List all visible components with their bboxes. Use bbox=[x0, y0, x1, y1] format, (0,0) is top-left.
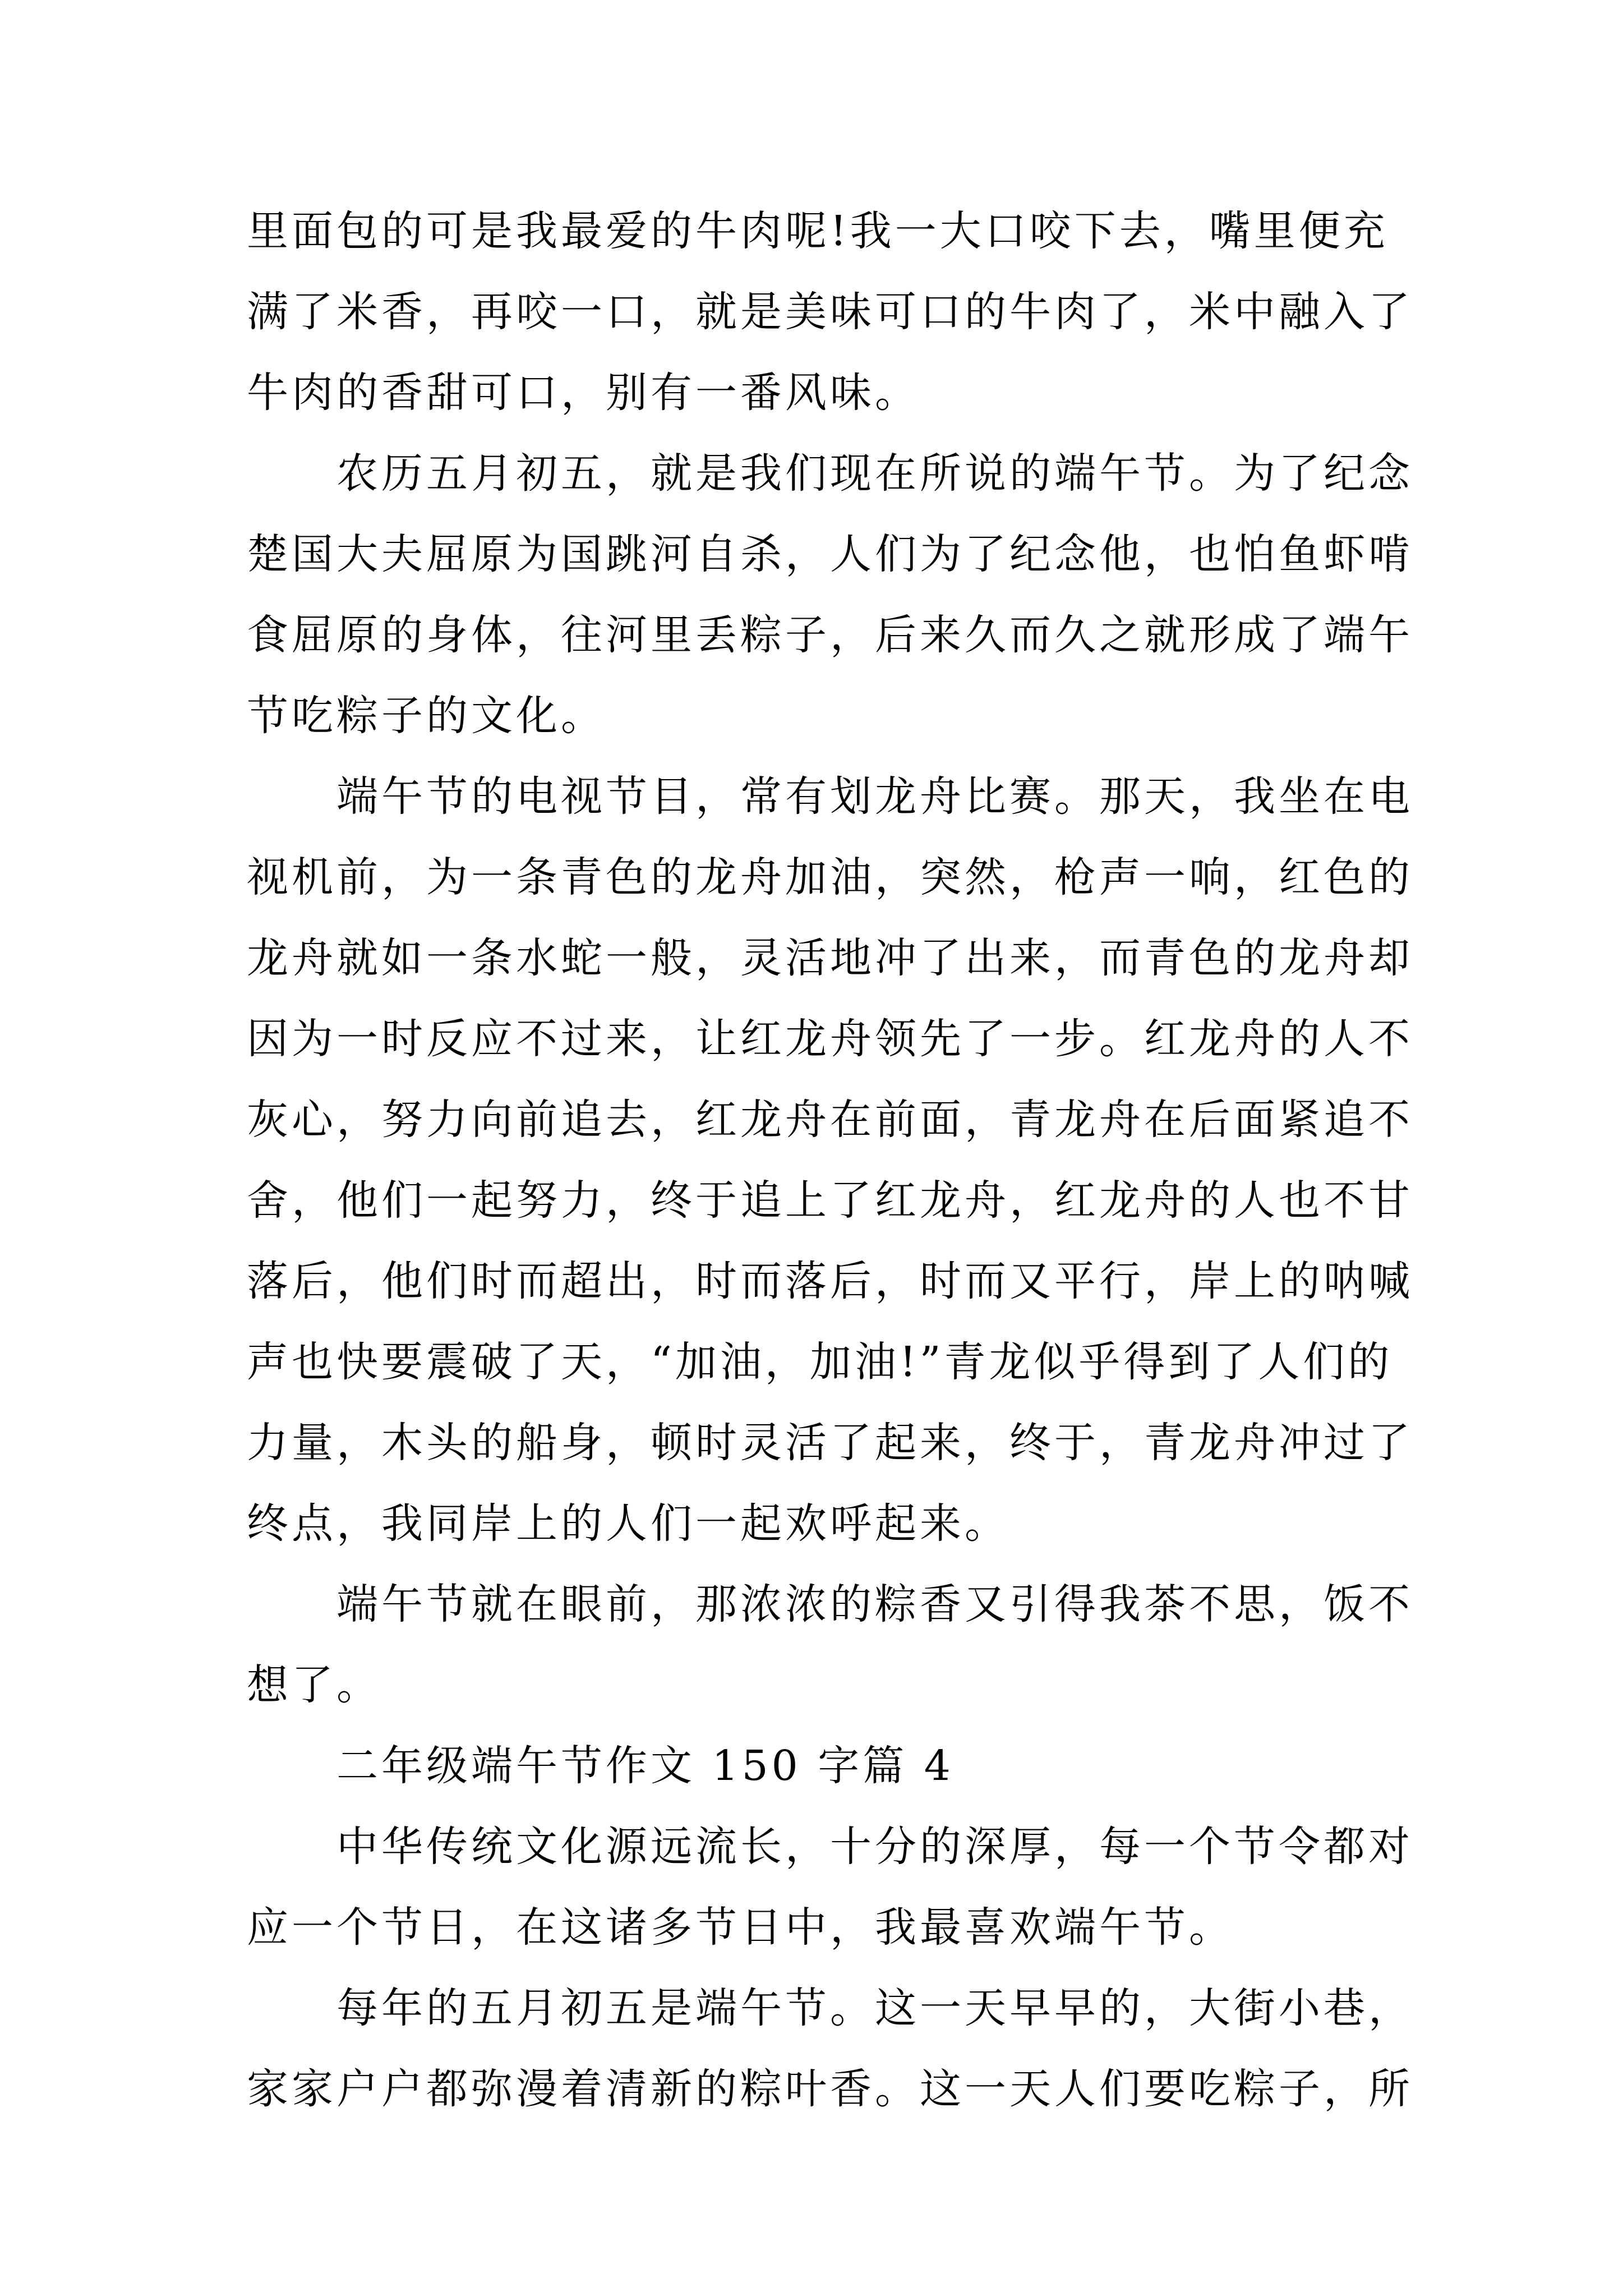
document-body bbox=[247, 191, 1413, 2129]
text-line: 落后，他们时而超出，时而落后，时而又平行，岸上的呐喊 bbox=[247, 1257, 1413, 1305]
text-line: 节吃粽子的文化。 bbox=[247, 692, 606, 740]
paragraph-first-line: 端午节的电视节目，常有划龙舟比赛。那天，我坐在电 bbox=[336, 772, 1413, 821]
text-line: 终点，我同岸上的人们一起欢呼起来。 bbox=[247, 1499, 1009, 1548]
text-line: 声也快要震破了天，“加油，加油!”青龙似乎得到了人们的 bbox=[247, 1338, 1393, 1386]
text-line: 龙舟就如一条水蛇一般，灵活地冲了出来，而青色的龙舟却 bbox=[247, 934, 1413, 982]
paragraph-first-line: 端午节就在眼前，那浓浓的粽香又引得我茶不思，饭不 bbox=[336, 1580, 1413, 1628]
paragraph-first-line: 农历五月初五，就是我们现在所说的端午节。为了纪念 bbox=[336, 449, 1413, 498]
text-line: 舍，他们一起努力，终于追上了红龙舟，红龙舟的人也不甘 bbox=[247, 1176, 1413, 1225]
text-line: 食屈原的身体，往河里丢粽子，后来久而久之就形成了端午 bbox=[247, 611, 1413, 659]
text-line: 牛肉的香甜可口，别有一番风味。 bbox=[247, 369, 920, 417]
paragraph-first-line: 每年的五月初五是端午节。这一天早早的，大街小巷， bbox=[336, 1984, 1413, 2032]
text-line: 视机前，为一条青色的龙舟加油，突然，枪声一响，红色的 bbox=[247, 853, 1413, 901]
text-line: 楚国大夫屈原为国跳河自杀，人们为了纪念他，也怕鱼虾啃 bbox=[247, 530, 1413, 578]
text-line: 灰心，努力向前追去，红龙舟在前面，青龙舟在后面紧追不 bbox=[247, 1096, 1413, 1144]
section-heading: 二年级端午节作文 150 字篇 4 bbox=[336, 1742, 954, 1790]
text-line: 因为一时反应不过来，让红龙舟领先了一步。红龙舟的人不 bbox=[247, 1015, 1413, 1063]
paragraph-first-line: 中华传统文化源远流长，十分的深厚，每一个节令都对 bbox=[336, 1823, 1413, 1871]
text-line: 想了。 bbox=[247, 1661, 381, 1709]
text-line: 家家户户都弥漫着清新的粽叶香。这一天人们要吃粽子，所 bbox=[247, 2065, 1413, 2113]
text-line: 力量，木头的船身，顿时灵活了起来，终于，青龙舟冲过了 bbox=[247, 1419, 1413, 1467]
text-line: 满了米香，再咬一口，就是美味可口的牛肉了，米中融入了 bbox=[247, 288, 1413, 336]
text-line: 应一个节日，在这诸多节日中，我最喜欢端午节。 bbox=[247, 1903, 1234, 1952]
text-line: 里面包的可是我最爱的牛肉呢!我一大口咬下去，嘴里便充 bbox=[247, 207, 1389, 255]
